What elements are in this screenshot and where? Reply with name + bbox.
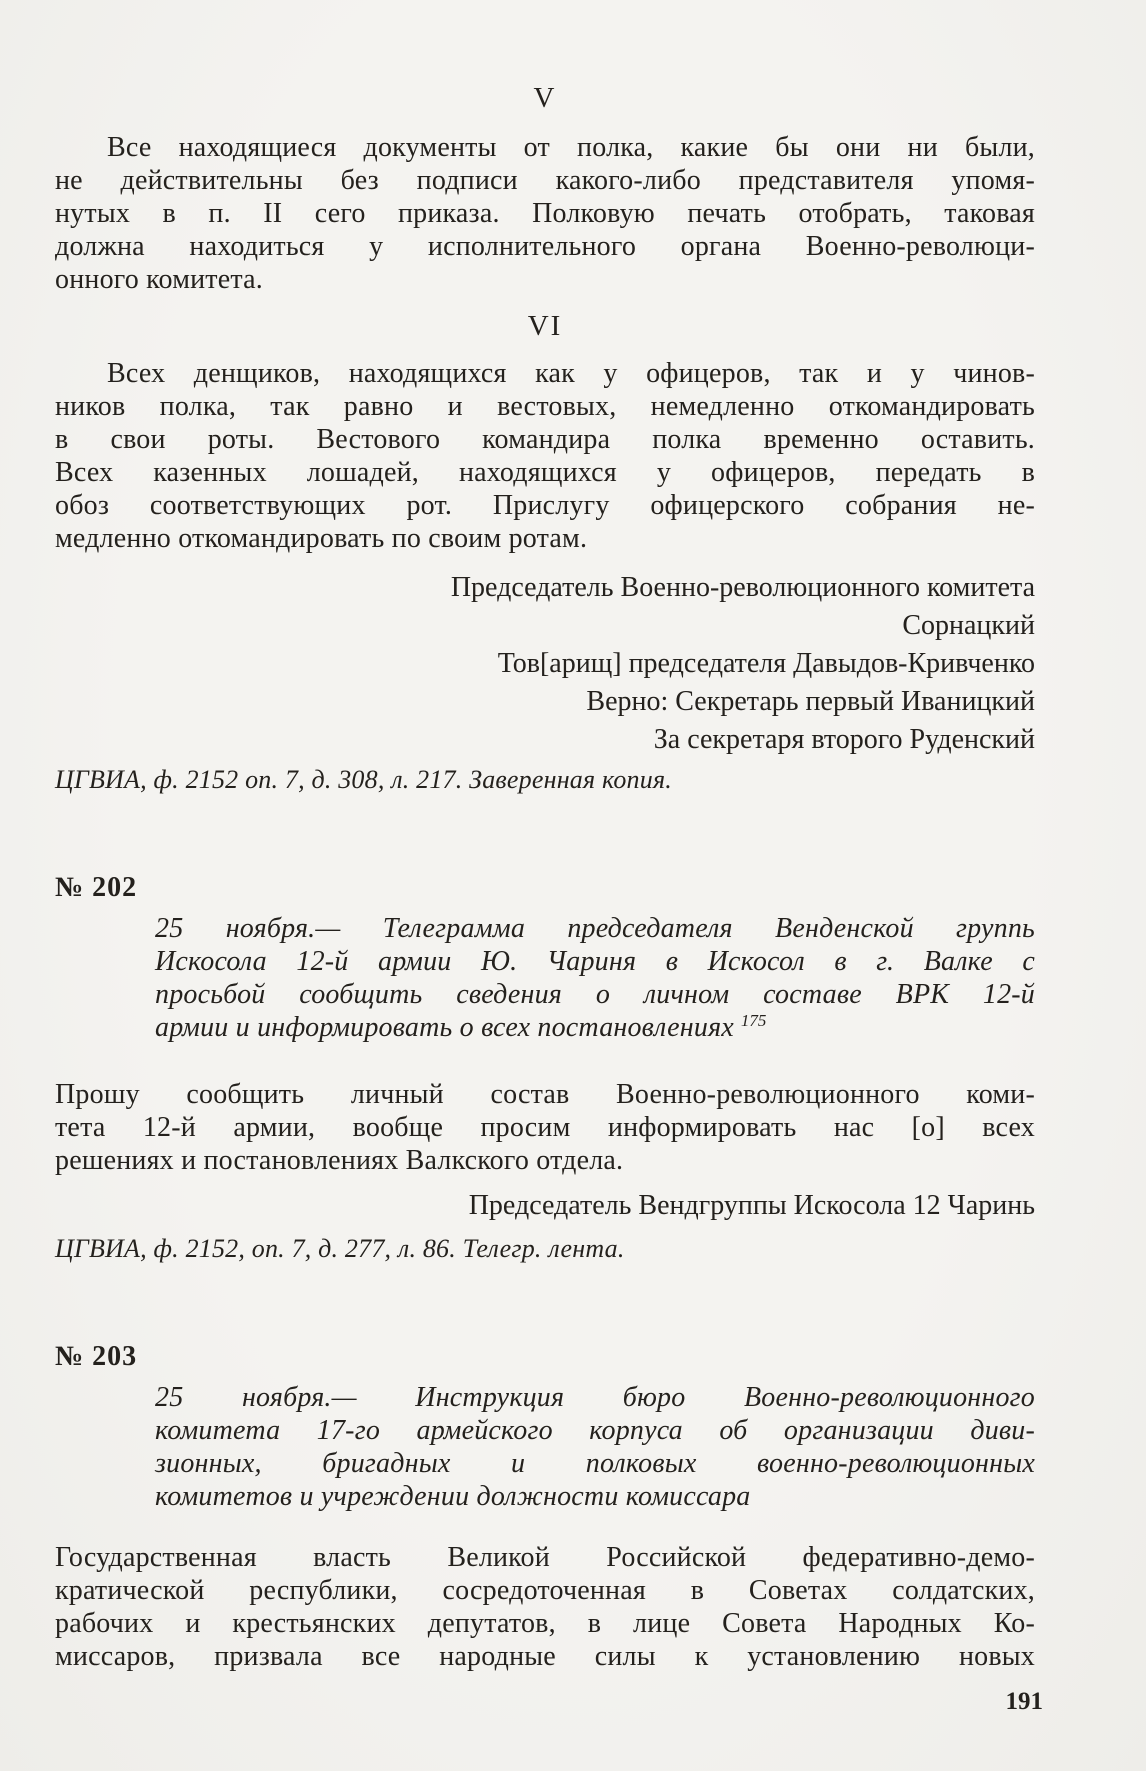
text-line: зионных, бригадных и полковых военно-революционных xyxy=(155,1448,1035,1479)
section-vi-paragraph xyxy=(55,357,1035,555)
archive-citation: ЦГВИА, ф. 2152, оп. 7, д. 277, л. 86. Телегр. лента. xyxy=(55,1234,625,1263)
page-number: 191 xyxy=(1005,1688,1043,1715)
text-line: Всех казенных лошадей, находящихся у офицеров, передать в xyxy=(55,457,1035,488)
document-203-heading xyxy=(155,1381,1035,1513)
text-line: Всех денщиков, находящихся как у офицеров, так и у чинов- xyxy=(107,358,1035,389)
document-203-body xyxy=(55,1541,1035,1673)
text-line: 25 ноября.— Инструкция бюро Военно-революционного xyxy=(155,1382,1035,1413)
document-203-number: № 203 xyxy=(55,1341,138,1372)
text-line: За секретаря второго Руденский xyxy=(653,724,1035,755)
text-line: Верно: Секретарь первый Иваницкий xyxy=(586,686,1035,717)
text-line: онного комитета. xyxy=(55,264,263,295)
text-line: Все находящиеся документы от полка, какие бы они ни были, xyxy=(107,132,1035,163)
text-line: Искосола 12-й армии Ю. Чариня в Искосол в г. Валке с xyxy=(155,946,1035,977)
text-line: 25 ноября.— Телеграмма председателя Венденской группь xyxy=(155,913,1035,944)
text-line: Сорнацкий xyxy=(902,610,1035,641)
section-v-paragraph xyxy=(55,131,1035,296)
document-202-heading xyxy=(155,912,1035,1044)
text-line: армии и информировать о всех постановлениях $^{175}$ xyxy=(155,1010,767,1043)
document-202-body xyxy=(55,1078,1035,1177)
footnote-ref: 175 xyxy=(740,1010,767,1030)
section-v-heading: V xyxy=(533,82,557,114)
document-202-signature xyxy=(55,1189,1035,1222)
text-line: обоз соответствующих рот. Прислугу офицерского собрания не- xyxy=(55,490,1035,521)
text-line: комитетов и учреждении должности комиссара xyxy=(155,1481,751,1512)
text-line: Председатель Вендгруппы Искосола 12 Чаринь xyxy=(468,1190,1035,1221)
text-line: должна находиться у исполнительного органа Военно-революци- xyxy=(55,231,1035,262)
text-line: Государственная власть Великой Российской федеративно-демо- xyxy=(55,1542,1035,1573)
text-line: решениях и постановлениях Валкского отдела. xyxy=(55,1145,624,1176)
text-line: Председатель Военно-революционного комитета xyxy=(450,572,1035,603)
text-line: тета 12-й армии, вообще просим информировать нас [о] всех xyxy=(55,1112,1035,1143)
text-line: Прошу сообщить личный состав Военно-революционного коми- xyxy=(55,1079,1035,1110)
text-line: ников полка, так равно и вестовых, немедленно откомандировать xyxy=(55,391,1035,422)
text-line: Тов[арищ] председателя Давыдов-Кривченко xyxy=(497,648,1035,679)
text-line: нутых в п. II сего приказа. Полковую печать отобрать, таковая xyxy=(55,198,1035,229)
text-line: миссаров, призвала все народные силы к установлению новых xyxy=(55,1641,1035,1672)
text-line: комитета 17-го армейского корпуса об организации диви- xyxy=(155,1415,1035,1446)
document-202-number: № 202 xyxy=(55,872,138,903)
archive-citation: ЦГВИА, ф. 2152 оп. 7, д. 308, л. 217. Заверенная копия. xyxy=(55,765,672,794)
text-line: рабочих и крестьянских депутатов, в лице Совета Народных Ко- xyxy=(55,1608,1035,1639)
text-line: не действительны без подписи какого-либо представителя упомя- xyxy=(55,165,1035,196)
text-line: кратической республики, сосредоточенная в Советах солдатских, xyxy=(55,1575,1035,1606)
signature-block xyxy=(55,569,1035,759)
text-line: в свои роты. Вестового командира полка временно оставить. xyxy=(55,424,1035,455)
text-line: медленно откомандировать по своим ротам. xyxy=(55,523,588,554)
text-line: просьбой сообщить сведения о личном составе ВРК 12-й xyxy=(155,979,1035,1010)
section-vi-heading: VI xyxy=(527,310,563,342)
